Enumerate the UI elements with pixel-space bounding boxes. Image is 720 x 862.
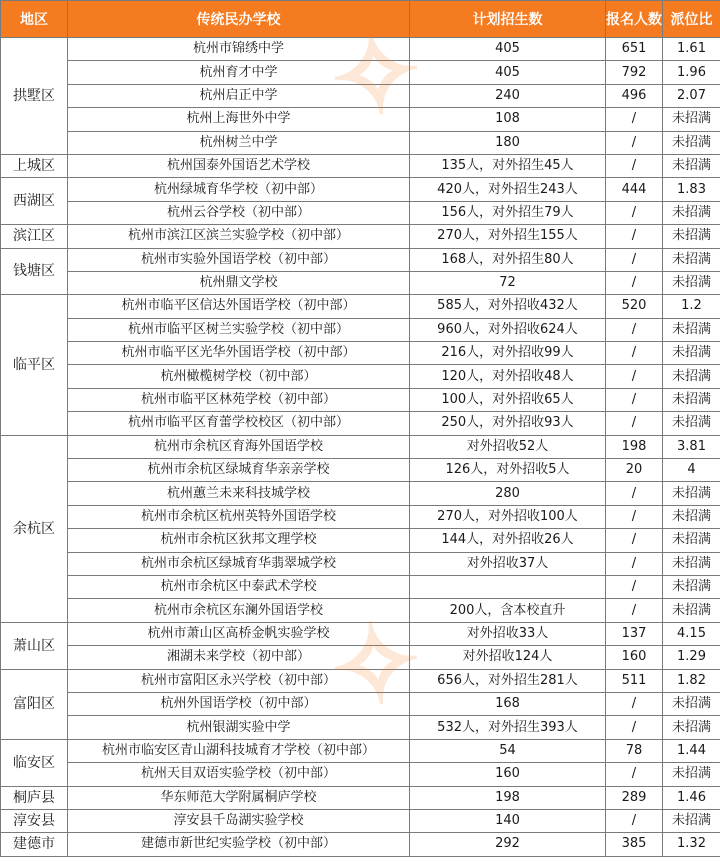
ratio-cell: 1.29: [663, 646, 720, 669]
plan-cell: 160: [410, 763, 606, 786]
table-row: [1, 412, 720, 435]
table-row: [1, 365, 720, 388]
school-cell: 杭州启正中学: [68, 84, 410, 107]
applicants-cell: /: [606, 388, 663, 411]
table-row: [1, 61, 720, 84]
table-row: [1, 435, 720, 458]
header-plan: 计划招生数: [410, 1, 606, 38]
applicants-cell: 198: [606, 435, 663, 458]
applicants-cell: /: [606, 529, 663, 552]
plan-cell: 420人，对外招生243人: [410, 178, 606, 201]
ratio-cell: 未招满: [663, 692, 720, 715]
plan-cell: 200人，含本校直升: [410, 599, 606, 622]
table-row: [1, 763, 720, 786]
table-row: [1, 38, 720, 61]
district-cell: 临安区: [1, 739, 68, 786]
table-row: [1, 505, 720, 528]
plan-cell: 270人，对外招收100人: [410, 505, 606, 528]
school-cell: 杭州市临平区光华外国语学校（初中部）: [68, 342, 410, 365]
school-cell: 杭州市余杭区绿城育华翡翠城学校: [68, 552, 410, 575]
school-cell: 杭州银湖实验中学: [68, 716, 410, 739]
district-cell: 淳安县: [1, 809, 68, 832]
school-cell: 杭州市临平区信达外国语学校（初中部）: [68, 295, 410, 318]
ratio-cell: 2.07: [663, 84, 720, 107]
table-row: [1, 248, 720, 271]
table-body: [1, 38, 720, 857]
school-cell: 杭州市富阳区永兴学校（初中部）: [68, 669, 410, 692]
ratio-cell: 未招满: [663, 248, 720, 271]
plan-cell: 960人，对外招收624人: [410, 318, 606, 341]
ratio-cell: 未招满: [663, 809, 720, 832]
plan-cell: [410, 575, 606, 598]
school-cell: 杭州市萧山区高桥金帆实验学校: [68, 622, 410, 645]
table-row: [1, 599, 720, 622]
applicants-cell: /: [606, 809, 663, 832]
plan-cell: 140: [410, 809, 606, 832]
table-row: [1, 225, 720, 248]
table-row: [1, 669, 720, 692]
ratio-cell: 未招满: [663, 505, 720, 528]
table-row: [1, 295, 720, 318]
district-cell: 拱墅区: [1, 38, 68, 155]
plan-cell: 108: [410, 108, 606, 131]
plan-cell: 585人，对外招收432人: [410, 295, 606, 318]
school-cell: 杭州市临平区林苑学校（初中部）: [68, 388, 410, 411]
district-cell: 钱塘区: [1, 248, 68, 295]
applicants-cell: /: [606, 248, 663, 271]
plan-cell: 对外招收37人: [410, 552, 606, 575]
header-district: 地区: [1, 1, 68, 38]
plan-cell: 72: [410, 271, 606, 294]
table-row: [1, 809, 720, 832]
ratio-cell: 未招满: [663, 763, 720, 786]
ratio-cell: 1.83: [663, 178, 720, 201]
plan-cell: 168人，对外招生80人: [410, 248, 606, 271]
applicants-cell: /: [606, 763, 663, 786]
table-row: [1, 646, 720, 669]
ratio-cell: 3.81: [663, 435, 720, 458]
plan-cell: 对外招收124人: [410, 646, 606, 669]
ratio-cell: 1.96: [663, 61, 720, 84]
school-cell: 杭州市实验外国语学校（初中部）: [68, 248, 410, 271]
ratio-cell: 未招满: [663, 131, 720, 154]
plan-cell: 405: [410, 38, 606, 61]
applicants-cell: 520: [606, 295, 663, 318]
school-cell: 华东师范大学附属桐庐学校: [68, 786, 410, 809]
applicants-cell: 511: [606, 669, 663, 692]
ratio-cell: 未招满: [663, 365, 720, 388]
applicants-cell: /: [606, 342, 663, 365]
ratio-cell: 4.15: [663, 622, 720, 645]
applicants-cell: 792: [606, 61, 663, 84]
applicants-cell: /: [606, 412, 663, 435]
ratio-cell: 1.46: [663, 786, 720, 809]
plan-cell: 135人，对外招生45人: [410, 154, 606, 177]
district-cell: 西湖区: [1, 178, 68, 225]
school-cell: 杭州天目双语实验学校（初中部）: [68, 763, 410, 786]
table-row: [1, 459, 720, 482]
school-cell: 杭州市临平区树兰实验学校（初中部）: [68, 318, 410, 341]
applicants-cell: /: [606, 201, 663, 224]
applicants-cell: /: [606, 225, 663, 248]
school-cell: 湘湖未来学校（初中部）: [68, 646, 410, 669]
ratio-cell: 未招满: [663, 412, 720, 435]
plan-cell: 292: [410, 833, 606, 856]
applicants-cell: 137: [606, 622, 663, 645]
plan-cell: 240: [410, 84, 606, 107]
table-row: [1, 108, 720, 131]
table-row: [1, 388, 720, 411]
watermark: ✧: [321, 594, 431, 735]
table-row: [1, 786, 720, 809]
applicants-cell: /: [606, 271, 663, 294]
plan-cell: 对外招收52人: [410, 435, 606, 458]
plan-cell: 250人，对外招收93人: [410, 412, 606, 435]
school-cell: 建德市新世纪实验学校（初中部）: [68, 833, 410, 856]
applicants-cell: 289: [606, 786, 663, 809]
ratio-cell: 未招满: [663, 225, 720, 248]
table-row: [1, 529, 720, 552]
ratio-cell: 未招满: [663, 388, 720, 411]
ratio-cell: 未招满: [663, 201, 720, 224]
ratio-cell: 4: [663, 459, 720, 482]
plan-cell: 280: [410, 482, 606, 505]
school-cell: 杭州市锦绣中学: [68, 38, 410, 61]
table-row: [1, 84, 720, 107]
plan-cell: 405: [410, 61, 606, 84]
header-row: [1, 1, 720, 38]
school-cell: 杭州市临安区青山湖科技城育才学校（初中部）: [68, 739, 410, 762]
applicants-cell: /: [606, 108, 663, 131]
school-cell: 杭州市余杭区育海外国语学校: [68, 435, 410, 458]
table-row: [1, 739, 720, 762]
school-cell: 杭州市滨江区滨兰实验学校（初中部）: [68, 225, 410, 248]
header-school: 传统民办学校: [68, 1, 410, 38]
ratio-cell: 未招满: [663, 552, 720, 575]
applicants-cell: 651: [606, 38, 663, 61]
ratio-cell: 未招满: [663, 599, 720, 622]
plan-cell: 156人，对外招生79人: [410, 201, 606, 224]
school-cell: 杭州市余杭区杭州英特外国语学校: [68, 505, 410, 528]
school-cell: 杭州育才中学: [68, 61, 410, 84]
table-row: [1, 482, 720, 505]
district-cell: 建德市: [1, 833, 68, 856]
applicants-cell: 78: [606, 739, 663, 762]
plan-cell: 对外招收33人: [410, 622, 606, 645]
plan-cell: 216人，对外招收99人: [410, 342, 606, 365]
table-row: [1, 622, 720, 645]
school-cell: 淳安县千岛湖实验学校: [68, 809, 410, 832]
table-row: [1, 575, 720, 598]
district-cell: 滨江区: [1, 225, 68, 248]
plan-cell: 168: [410, 692, 606, 715]
table-row: [1, 131, 720, 154]
plan-cell: 270人，对外招生155人: [410, 225, 606, 248]
school-cell: 杭州树兰中学: [68, 131, 410, 154]
watermark: ✧: [321, 4, 431, 145]
ratio-cell: 1.44: [663, 739, 720, 762]
ratio-cell: 未招满: [663, 108, 720, 131]
school-cell: 杭州鼎文学校: [68, 271, 410, 294]
plan-cell: 198: [410, 786, 606, 809]
table-row: [1, 692, 720, 715]
ratio-cell: 未招满: [663, 529, 720, 552]
school-cell: 杭州外国语学校（初中部）: [68, 692, 410, 715]
header-ratio: 派位比: [663, 1, 720, 38]
applicants-cell: /: [606, 716, 663, 739]
district-cell: 临平区: [1, 295, 68, 435]
school-cell: 杭州市余杭区东澜外国语学校: [68, 599, 410, 622]
table-row: [1, 833, 720, 856]
ratio-cell: 未招满: [663, 575, 720, 598]
district-cell: 上城区: [1, 154, 68, 177]
ratio-cell: 未招满: [663, 716, 720, 739]
applicants-cell: 385: [606, 833, 663, 856]
header-applicants: 报名人数: [606, 1, 663, 38]
applicants-cell: /: [606, 599, 663, 622]
plan-cell: 180: [410, 131, 606, 154]
district-cell: 桐庐县: [1, 786, 68, 809]
ratio-cell: 1.32: [663, 833, 720, 856]
school-cell: 杭州市余杭区绿城育华亲亲学校: [68, 459, 410, 482]
applicants-cell: /: [606, 482, 663, 505]
school-cell: 杭州市余杭区中泰武术学校: [68, 575, 410, 598]
school-cell: 杭州蕙兰未来科技城学校: [68, 482, 410, 505]
applicants-cell: 20: [606, 459, 663, 482]
table-row: [1, 716, 720, 739]
table-row: [1, 342, 720, 365]
ratio-cell: 未招满: [663, 342, 720, 365]
plan-cell: 144人，对外招收26人: [410, 529, 606, 552]
applicants-cell: 496: [606, 84, 663, 107]
school-cell: 杭州上海世外中学: [68, 108, 410, 131]
school-cell: 杭州市临平区育蕾学校校区（初中部）: [68, 412, 410, 435]
applicants-cell: /: [606, 318, 663, 341]
table-row: [1, 178, 720, 201]
applicants-cell: 444: [606, 178, 663, 201]
plan-cell: 126人，对外招收5人: [410, 459, 606, 482]
ratio-cell: 未招满: [663, 154, 720, 177]
school-cell: 杭州市余杭区狄邦文理学校: [68, 529, 410, 552]
applicants-cell: /: [606, 575, 663, 598]
ratio-cell: 未招满: [663, 271, 720, 294]
table-row: [1, 154, 720, 177]
applicants-cell: /: [606, 692, 663, 715]
table-row: [1, 201, 720, 224]
ratio-cell: 1.2: [663, 295, 720, 318]
ratio-cell: 1.61: [663, 38, 720, 61]
table-row: [1, 552, 720, 575]
table-row: [1, 318, 720, 341]
school-cell: 杭州云谷学校（初中部）: [68, 201, 410, 224]
applicants-cell: /: [606, 552, 663, 575]
school-cell: 杭州橄榄树学校（初中部）: [68, 365, 410, 388]
ratio-cell: 1.82: [663, 669, 720, 692]
district-cell: 富阳区: [1, 669, 68, 739]
applicants-cell: /: [606, 365, 663, 388]
plan-cell: 656人，对外招生281人: [410, 669, 606, 692]
plan-cell: 532人，对外招生393人: [410, 716, 606, 739]
applicants-cell: /: [606, 131, 663, 154]
ratio-cell: 未招满: [663, 318, 720, 341]
plan-cell: 120人，对外招收48人: [410, 365, 606, 388]
school-cell: 杭州国泰外国语艺术学校: [68, 154, 410, 177]
applicants-cell: /: [606, 505, 663, 528]
school-cell: 杭州绿城育华学校（初中部）: [68, 178, 410, 201]
plan-cell: 100人，对外招收65人: [410, 388, 606, 411]
ratio-cell: 未招满: [663, 482, 720, 505]
district-cell: 萧山区: [1, 622, 68, 669]
table-row: [1, 271, 720, 294]
applicants-cell: 160: [606, 646, 663, 669]
plan-cell: 54: [410, 739, 606, 762]
district-cell: 余杭区: [1, 435, 68, 622]
applicants-cell: /: [606, 154, 663, 177]
